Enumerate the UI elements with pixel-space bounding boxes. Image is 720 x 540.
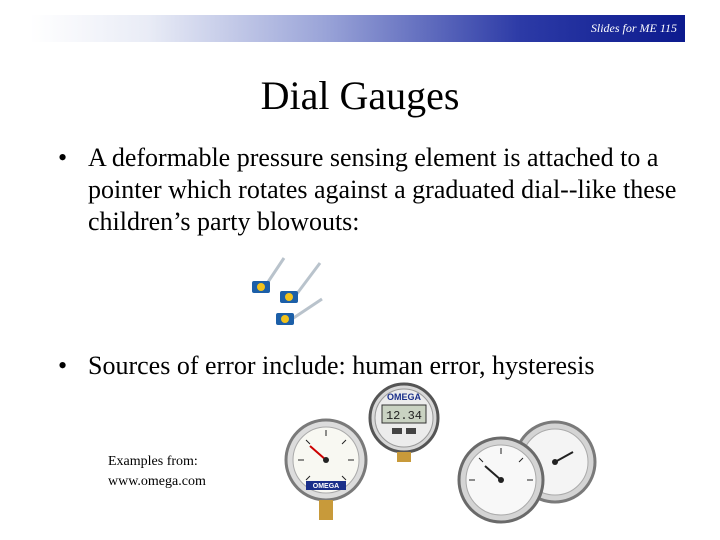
bullet-marker: • <box>58 143 68 172</box>
dial-gauge-left-image <box>284 418 368 530</box>
digital-gauge-image <box>364 380 444 464</box>
blowout-2 <box>280 263 320 303</box>
bullet-text: A deformable pressure sensing element is attached to a pointer which rotates against a graduated dial--like these children’s party blowouts: <box>88 143 677 236</box>
dial-gauge-brand: OMEGA <box>312 483 340 490</box>
slide-title: Dial Gauges <box>260 73 460 118</box>
digital-gauge-readout: 12.34 <box>385 409 423 423</box>
examples-caption <box>108 452 206 492</box>
bullet-item-1 <box>58 142 698 302</box>
caption-line-1: Examples from: <box>108 454 198 469</box>
party-blowouts-image <box>246 255 330 335</box>
caption-line-2: www.omega.com <box>108 474 206 489</box>
bullet-text: Sources of error include: human error, hysteresis <box>88 351 595 380</box>
header-bar <box>30 15 685 42</box>
dial-gauge-front <box>459 438 543 522</box>
header-label: Slides for ME 115 <box>590 21 677 35</box>
dial-gauges-pair-image <box>455 420 605 530</box>
blowout-1 <box>252 258 284 293</box>
digital-gauge-brand: OMEGA <box>386 392 422 402</box>
bullet-marker: • <box>58 351 68 380</box>
